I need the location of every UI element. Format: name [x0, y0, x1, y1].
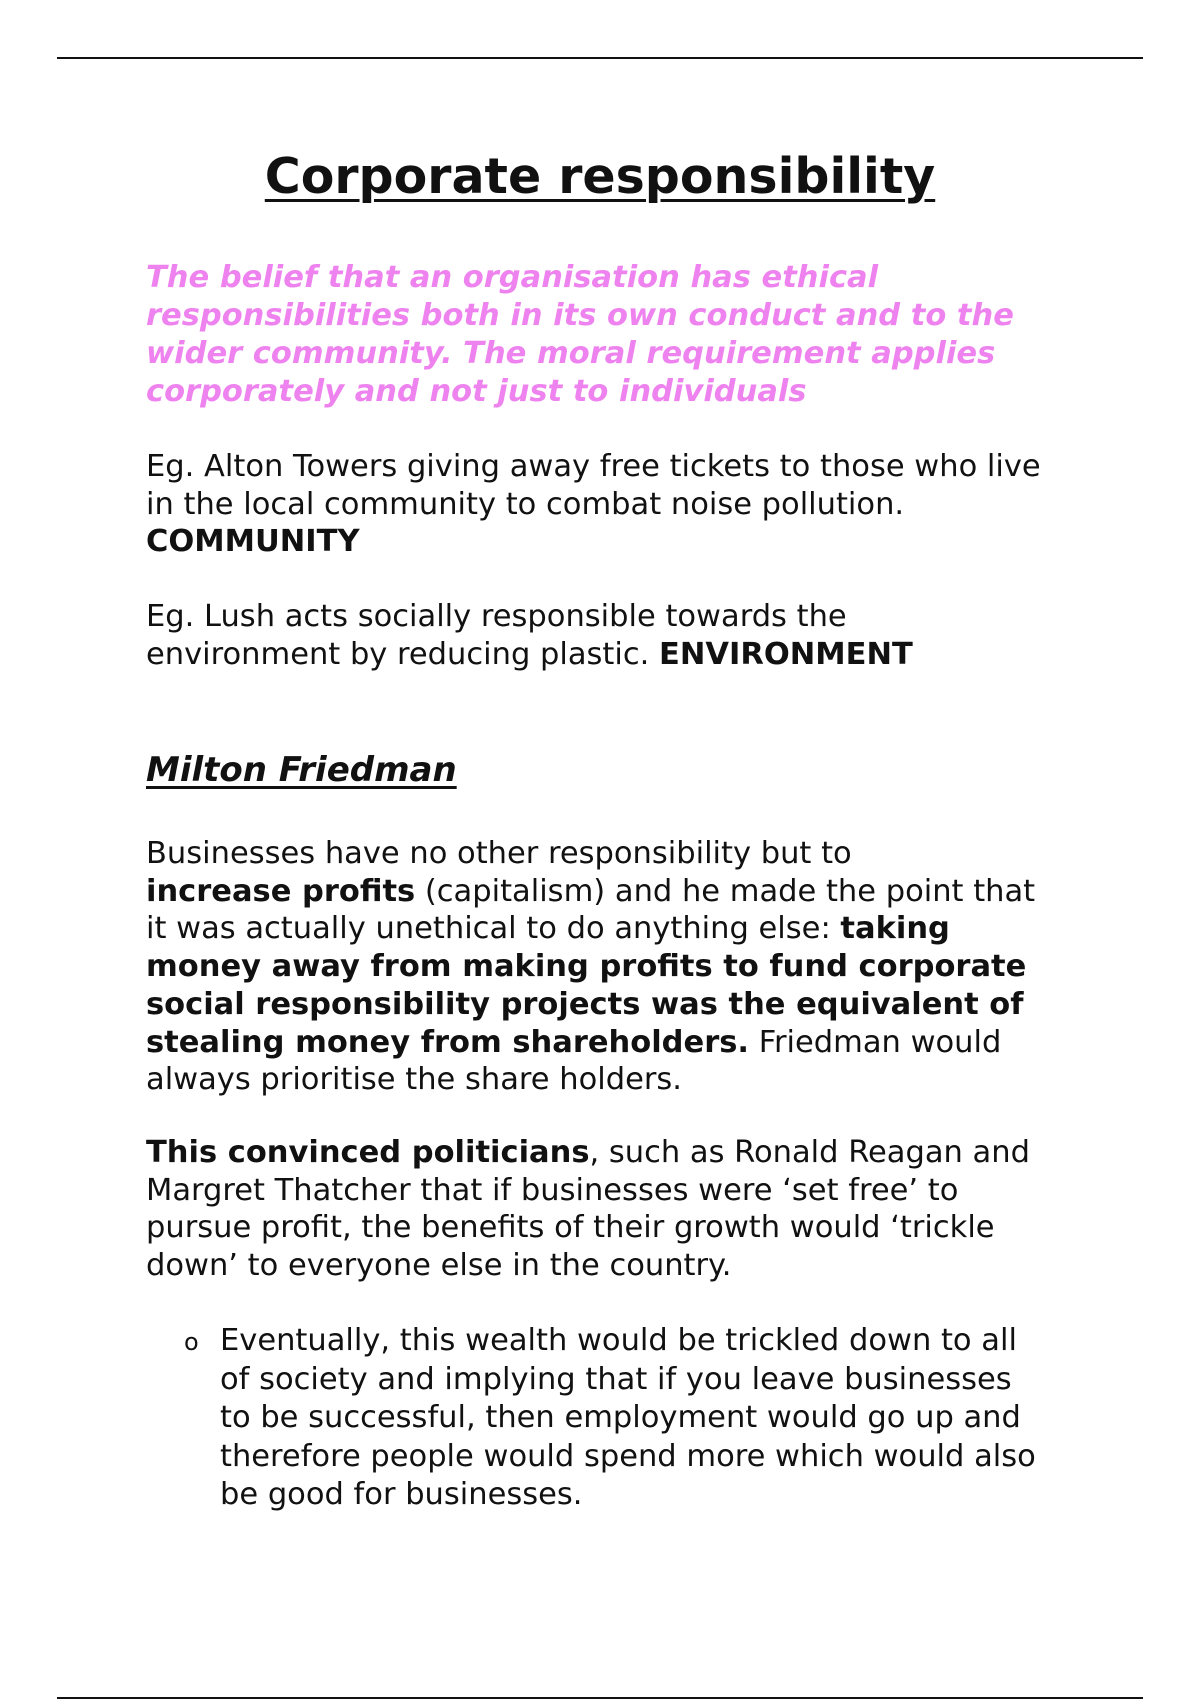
example-environment-text: Eg. Lush acts socially responsible towards the environment by reducing plastic. — [146, 599, 847, 672]
bullet-list — [184, 1322, 1044, 1515]
section-heading-friedman: Milton Friedman — [146, 750, 457, 790]
example-community-text: Eg. Alton Towers giving away free tickets to those who live in the local community to combat noise pollution. — [146, 449, 1041, 522]
friedman-bold-stealing: taking money away from making profits to fund corporate social responsibility projects was the equivalent of stealing money from shareholders. — [146, 911, 1027, 1060]
bottom-rule — [57, 1697, 1143, 1699]
politicians-bold: This convinced politicians — [146, 1135, 590, 1170]
example-community — [146, 448, 1046, 561]
politicians-text: , such as Ronald Reagan and Margret Thatcher that if businesses were ‘set free’ to pursue profit, the benefits of their growth would ‘trickle down’ to everyone else in the country. — [146, 1135, 1030, 1284]
hollow-circle-bullet-icon: o — [184, 1328, 199, 1356]
friedman-text-c: (capitalism) and he made the point that it was actually unethical to do anything else: — [146, 873, 1036, 947]
list-item — [184, 1322, 1044, 1515]
friedman-text-a: Businesses have no other responsibility but to — [146, 836, 852, 871]
friedman-text-e: Friedman would always prioritise the share holders. — [146, 1024, 1002, 1098]
top-rule — [57, 57, 1143, 59]
friedman-bold-profits: increase profits — [146, 873, 416, 909]
politicians-paragraph — [146, 1134, 1046, 1285]
page-title: Corporate responsibility — [264, 148, 936, 205]
community-tag: COMMUNITY — [146, 524, 360, 560]
environment-tag: ENVIRONMENT — [659, 636, 913, 672]
example-environment — [146, 598, 1046, 673]
bullet-text: Eventually, this wealth would be trickled down to all of society and implying that if you leave businesses to be successful, then employment would go up and therefore people would spend more which would also be good for businesses. — [220, 1323, 1036, 1512]
friedman-paragraph — [146, 835, 1046, 1099]
definition-text: The belief that an organisation has ethical responsibilities both in its own conduct and to the wider community. The moral requirement applies corporately and not just to individuals — [146, 260, 1014, 409]
